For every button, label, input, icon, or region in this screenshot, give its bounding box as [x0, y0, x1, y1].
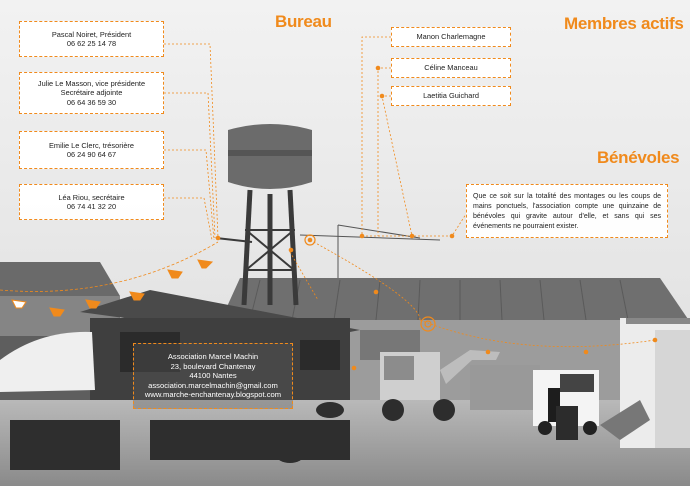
bureau-line: Secrétaire adjointe: [60, 88, 123, 98]
membre-name: Laetitia Guichard: [423, 91, 479, 101]
bureau-line: Emilie Le Clerc, trésorière: [48, 140, 135, 150]
heading-bureau: Bureau: [275, 12, 332, 31]
association-city: 44100 Nantes: [189, 371, 237, 381]
bureau-card-tresoriere: [19, 131, 164, 169]
membre-card: [391, 86, 511, 106]
bureau-line: Pascal Noiret, Président: [51, 29, 132, 39]
benevoles-description: Que ce soit sur la totalité des montages ou les coups de mains ponctuels, l'association compte une quinzaine de bénévoles qui gravite autour d'elle, et sans qui ses événements ne pourraient exister.: [466, 184, 668, 238]
bureau-line: Léa Riou, secrétaire: [58, 192, 125, 202]
membre-name: Céline Manceau: [424, 63, 478, 73]
association-website: www.marche-enchantenay.blogspot.com: [144, 390, 282, 400]
bureau-card-president: [19, 21, 164, 57]
membre-card: [391, 58, 511, 78]
association-name: Association Marcel Machin: [167, 352, 259, 362]
association-contact-box: [133, 343, 293, 409]
bureau-line: 06 74 41 32 20: [66, 202, 117, 211]
bureau-card-secretaire: [19, 184, 164, 220]
membre-card: [391, 27, 511, 47]
bureau-line: 06 62 25 14 78: [66, 39, 117, 48]
bureau-card-vice-presidente: [19, 72, 164, 114]
bureau-line: 06 64 36 59 30: [66, 97, 117, 107]
bureau-line: Julie Le Masson, vice présidente: [37, 78, 146, 88]
membre-name: Manon Charlemagne: [416, 32, 486, 42]
association-street: 23, boulevard Chantenay: [170, 361, 256, 371]
bureau-line: 06 24 90 64 67: [66, 150, 117, 159]
heading-membres-actifs: Membres actifs: [564, 14, 684, 33]
heading-benevoles: Bénévoles: [597, 148, 680, 167]
association-email: association.marcelmachin@gmail.com: [148, 380, 278, 390]
